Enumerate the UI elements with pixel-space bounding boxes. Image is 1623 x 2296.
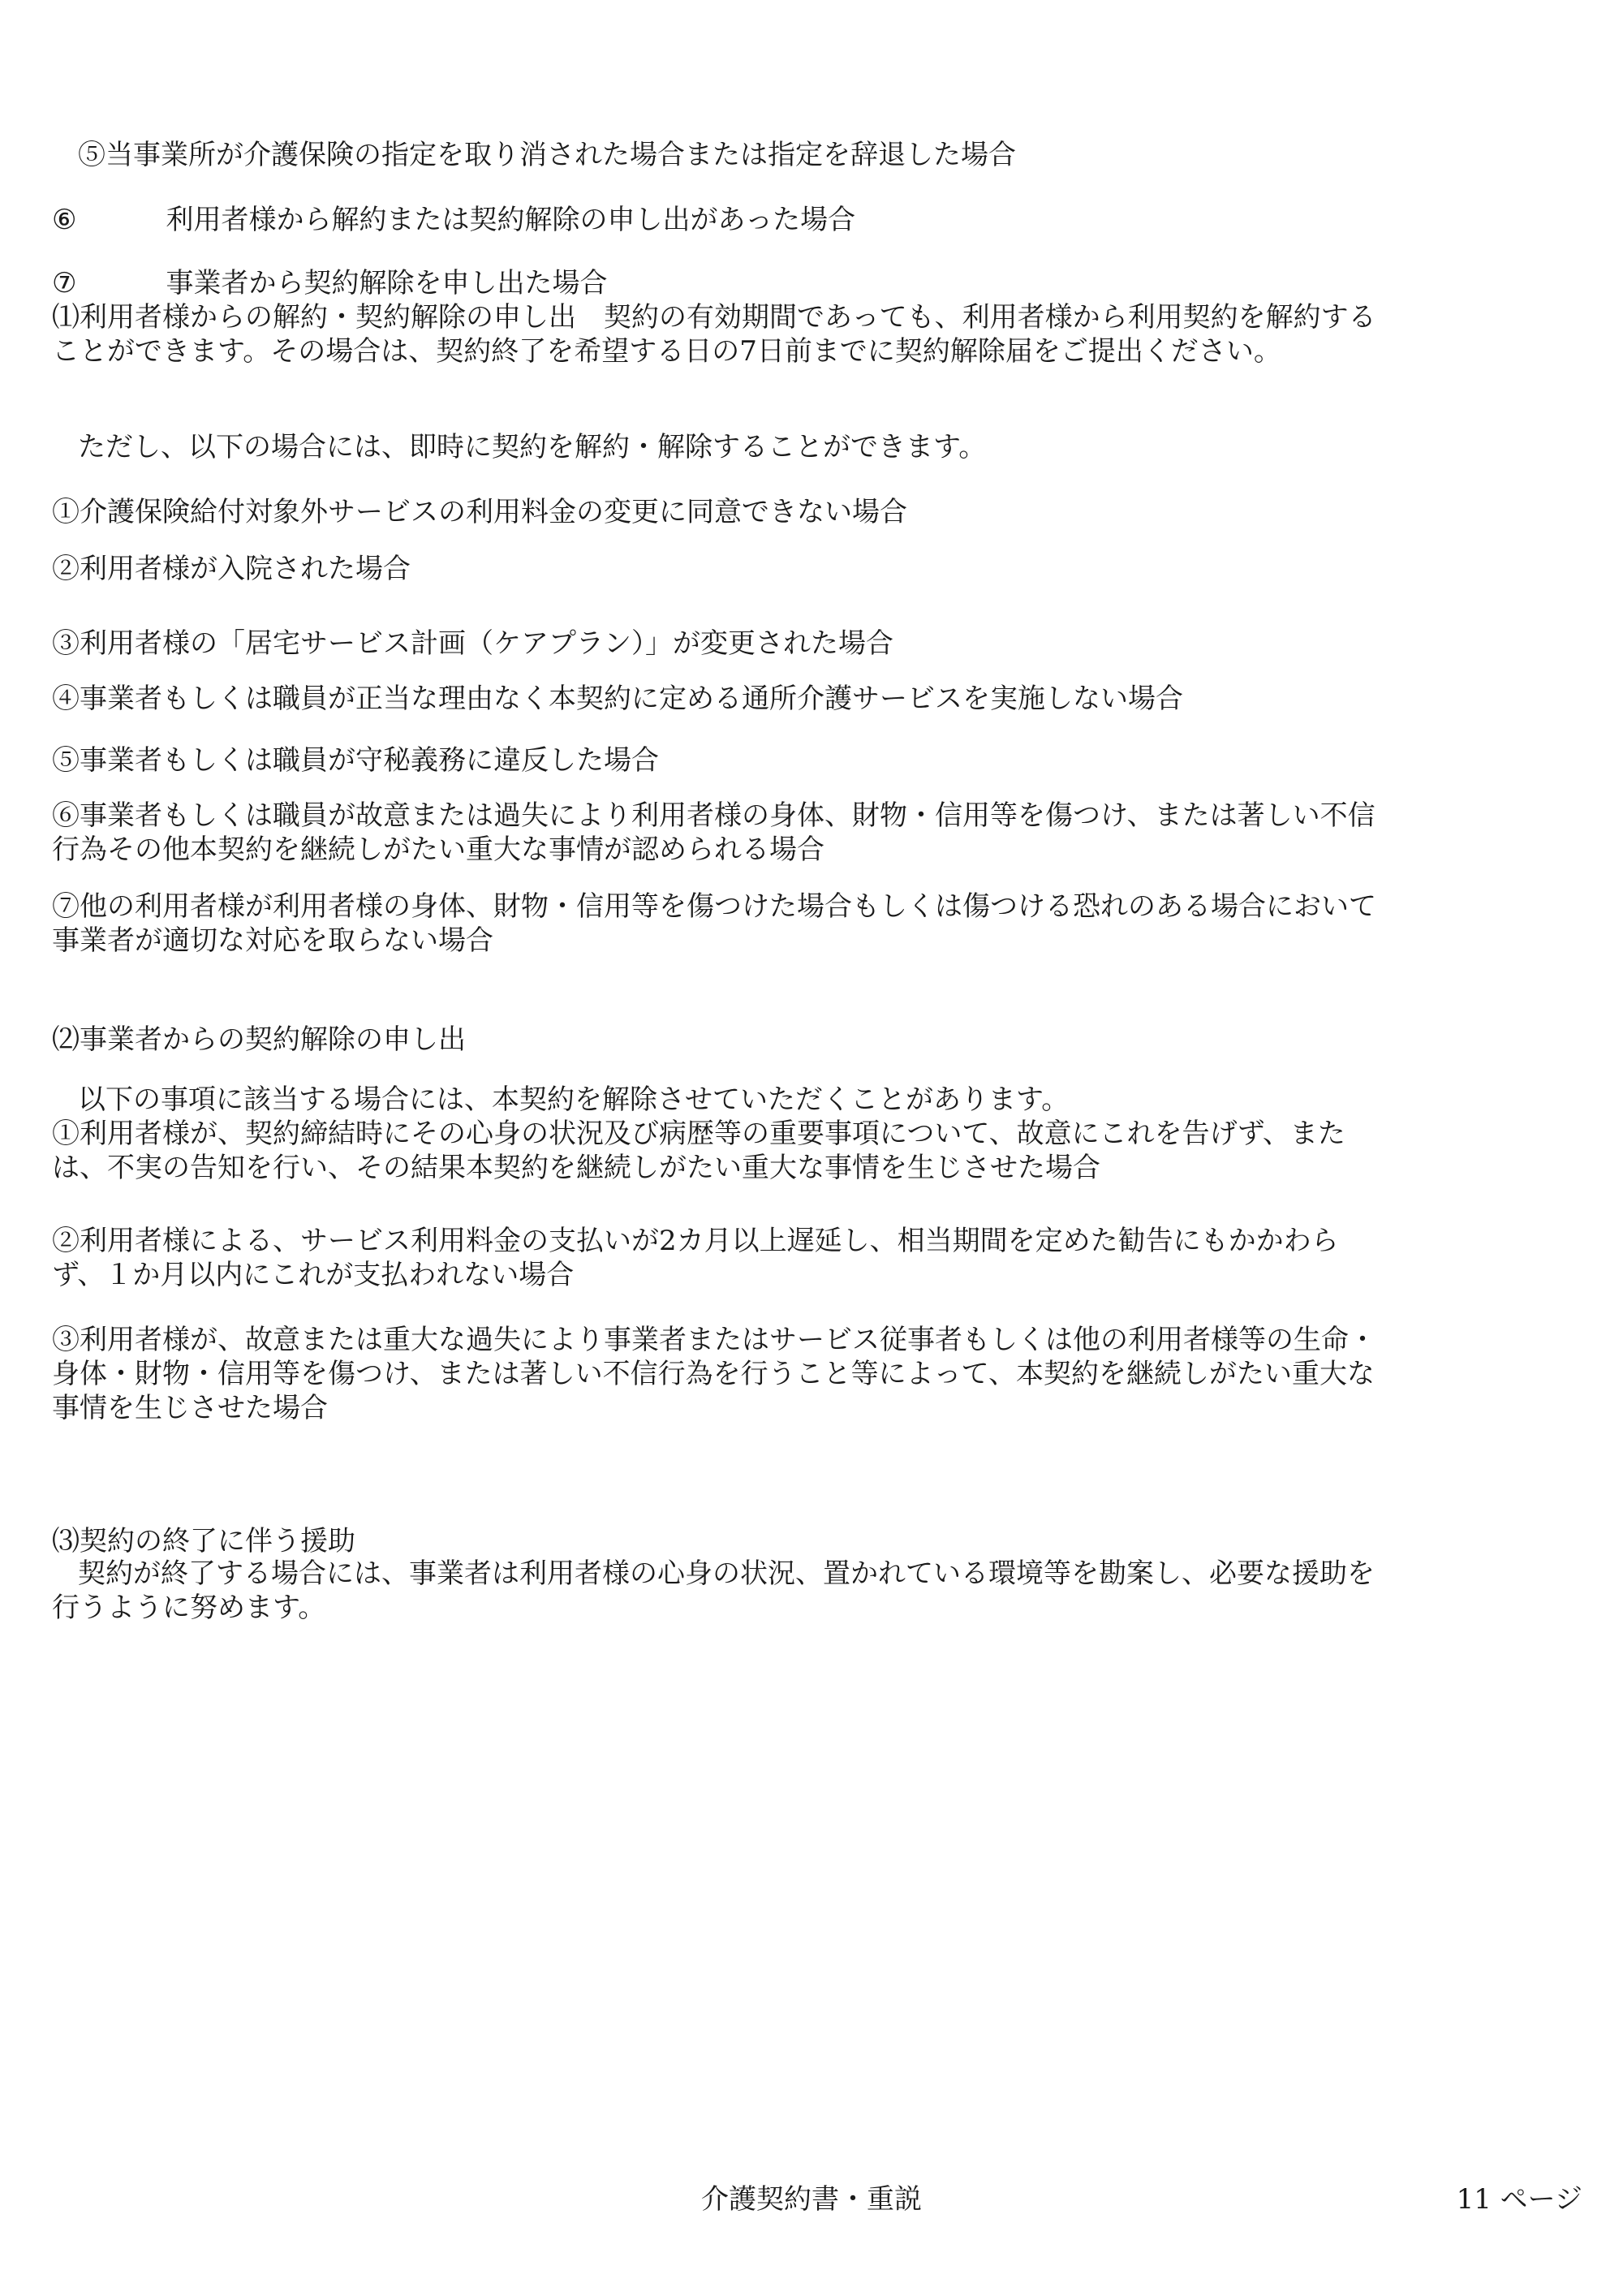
item-marker: ⑥ (52, 204, 77, 236)
footer-title: 介護契約書・重説 (701, 2183, 922, 2216)
text-line: 事業者が適切な対応を取らない場合 (52, 924, 493, 957)
text-line: 身体・財物・信用等を傷つけ、または著しい不信行為を行うこと等によって、本契約を継続しがたい重大な (52, 1358, 1375, 1390)
numbered-item (52, 266, 1578, 300)
text-line: 契約が終了する場合には、事業者は利用者様の心身の状況、置かれている環境等を勘案し、必要な援助を (78, 1557, 1375, 1590)
text-line: ⑤当事業所が介護保険の指定を取り消された場合または指定を辞退した場合 (78, 139, 1016, 171)
text-line: ①介護保険給付対象外サービスの利用料金の変更に同意できない場合 (52, 496, 907, 528)
item-marker: ⑦ (52, 267, 77, 299)
section-heading: ⑵事業者からの契約解除の申し出 (52, 1023, 466, 1056)
text-line: ③利用者様の「居宅サービス計画（ケアプラン）」が変更された場合 (52, 627, 893, 660)
text-line: ②利用者様が入院された場合 (52, 553, 411, 585)
text-line: は、不実の告知を行い、その結果本契約を継続しがたい重大な事情を生じさせた場合 (52, 1152, 1100, 1184)
text-line: ず、１か月以内にこれが支払われない場合 (52, 1259, 575, 1291)
text-line: ④事業者もしくは職員が正当な理由なく本契約に定める通所介護サービスを実施しない場合 (52, 683, 1183, 715)
item-text: 利用者様から解約または契約解除の申し出があった場合 (166, 204, 856, 236)
text-line: 事情を生じさせた場合 (52, 1392, 328, 1424)
text-line: ⑥事業者もしくは職員が故意または過失により利用者様の身体、財物・信用等を傷つけ、または著しい不信 (52, 799, 1375, 832)
text-line: 行うように努めます。 (52, 1592, 326, 1624)
text-line: ⑦他の利用者様が利用者様の身体、財物・信用等を傷つけた場合もしくは傷つける恐れのある場合において (52, 890, 1376, 923)
text-line: ⑴利用者様からの解約・契約解除の申し出 契約の有効期間であっても、利用者様から利用契約を解約する (52, 301, 1376, 334)
text-line: 以下の事項に該当する場合には、本契約を解除させていただくことがあります。 (78, 1083, 1070, 1116)
text-line: ことができます。その場合は、契約終了を希望する日の7日前までに契約解除届をご提出ください。 (52, 335, 1281, 368)
text-line: ③利用者様が、故意または重大な過失により事業者またはサービス従事者もしくは他の利用者様等の生命・ (52, 1324, 1376, 1356)
section-heading: ⑶契約の終了に伴う援助 (52, 1525, 355, 1557)
text-line: 行為その他本契約を継続しがたい重大な事情が認められる場合 (52, 834, 824, 866)
text-line: ただし、以下の場合には、即時に契約を解約・解除することができます。 (78, 431, 987, 463)
page-number: 11 ページ (1456, 2183, 1582, 2216)
text-line: ②利用者様による、サービス利用料金の支払いが2カ月以上遅延し、相当期間を定めた勧告にもかかわら (52, 1225, 1339, 1257)
text-line: ①利用者様が、契約締結時にその心身の状況及び病歴等の重要事項について、故意にこれを告げず、また (52, 1118, 1345, 1150)
text-line: ⑤事業者もしくは職員が守秘義務に違反した場合 (52, 744, 659, 777)
item-text: 事業者から契約解除を申し出た場合 (166, 267, 608, 299)
numbered-item (52, 203, 1578, 237)
